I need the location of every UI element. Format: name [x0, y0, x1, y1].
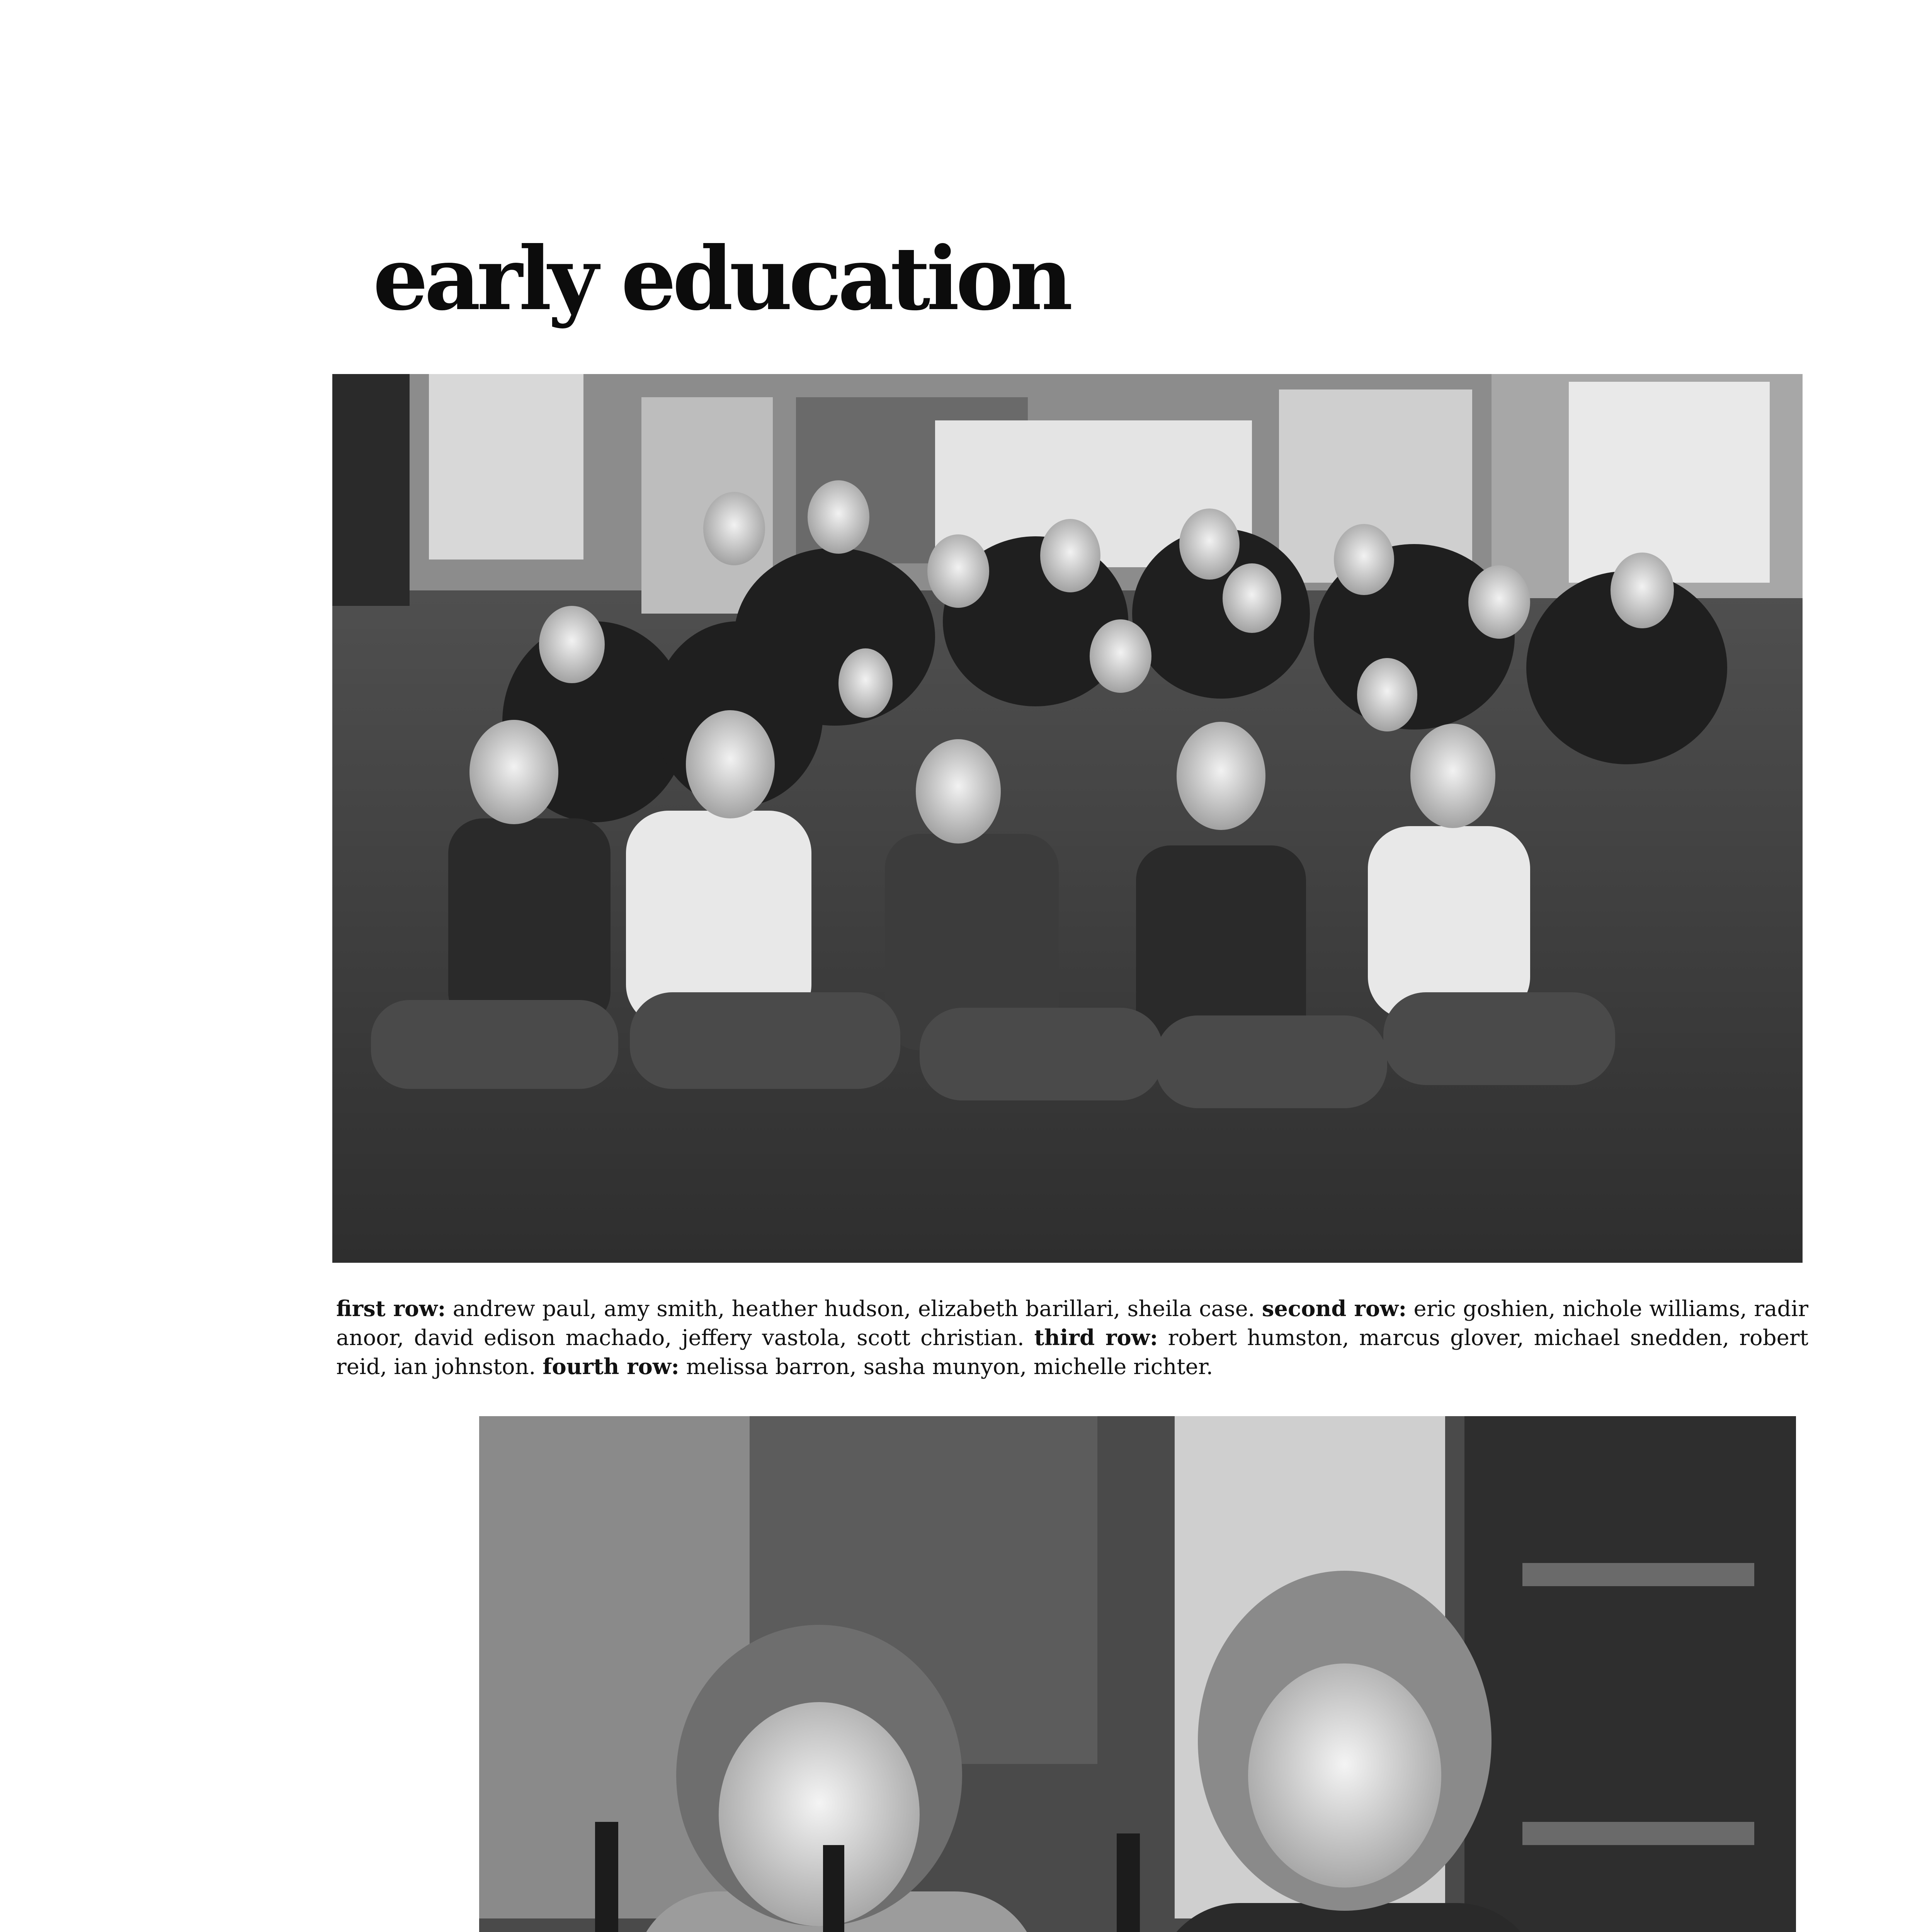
caption-row-label: third row:: [1034, 1325, 1158, 1350]
photo-caption: [336, 1294, 1808, 1381]
caption-row-label: fourth row:: [543, 1354, 679, 1379]
caption-row-names: andrew paul, amy smith, heather hudson, elizabeth barillari, sheila case.: [452, 1296, 1255, 1321]
table-photo: [479, 1416, 1796, 1932]
caption-row-names: eric goshien, nichole williams, radir anoor, david edison machado, jeffery vastola, scott christian.: [336, 1296, 1808, 1350]
caption-row-names: melissa barron, sasha munyon, michelle richter.: [686, 1354, 1213, 1379]
caption-row-label: first row:: [336, 1296, 446, 1321]
caption-row-label: second row:: [1262, 1296, 1407, 1321]
group-photo-image: [332, 374, 1803, 1263]
caption-row-names: robert humston, marcus glover, michael snedden, robert reid, ian johnston.: [336, 1325, 1808, 1379]
table-photo-image: [479, 1416, 1796, 1932]
group-photo: [332, 374, 1803, 1263]
page-title: early education: [373, 228, 1069, 330]
